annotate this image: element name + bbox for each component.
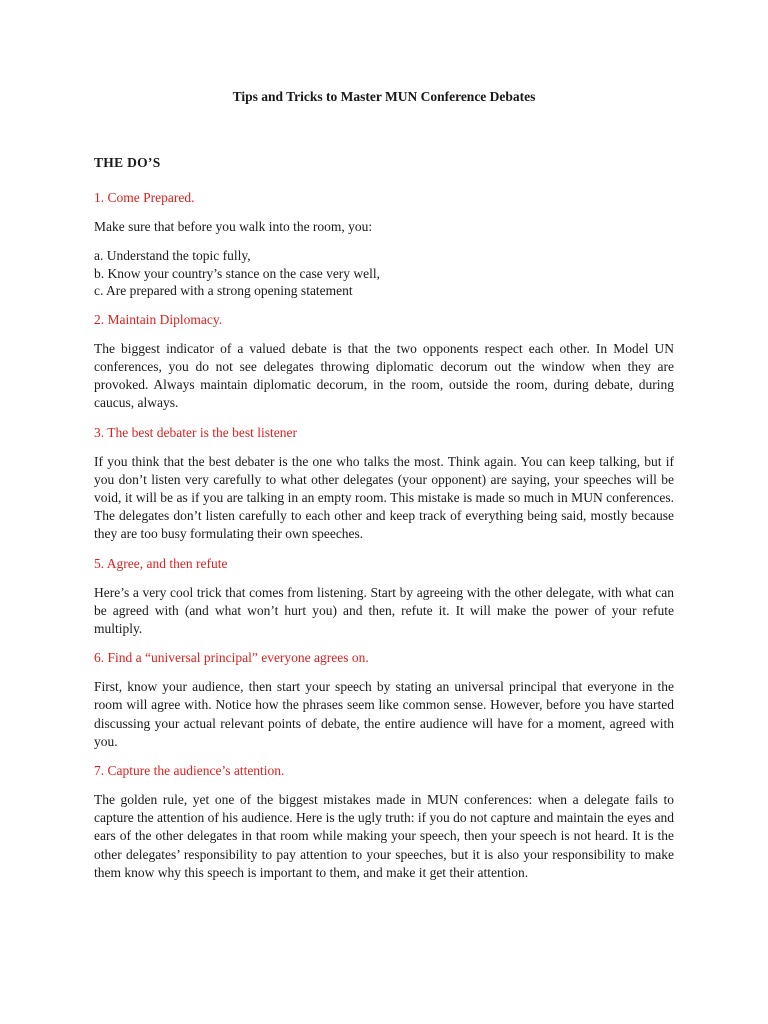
list-item: b. Know your country’s stance on the case very well,: [94, 265, 381, 281]
tip-body-maintain-diplomacy: The biggest indicator of a valued debate is that the two opponents respect each other. In Model UN conferences, you do not see delegates throwing diplomatic decorum out the window when they are provoked. Always maintain diplomatic decorum, in the room, outside the room, during debate, during caucus, always.: [94, 340, 674, 411]
tip-heading-agree-refute: 5. Agree, and then refute: [94, 555, 228, 571]
tip-body-best-listener: If you think that the best debater is the one who talks the most. Think again. You can keep talking, but if you don’t listen very carefully to what other delegates (your opponent) are saying, your speeches will be void, it will be as if you are talking in an empty room. This mistake is made so much in MUN conferences. The delegates don’t listen carefully to each other and keep track of everything being said, mostly because they are too busy formulating their own speeches.: [94, 453, 674, 542]
tip-heading-capture-attention: 7. Capture the audience’s attention.: [94, 762, 285, 778]
document-title: Tips and Tricks to Master MUN Conference Debates: [232, 89, 536, 104]
tip-body-capture-attention: The golden rule, yet one of the biggest mistakes made in MUN conferences: when a delegate fails to capture the attention of his audience. Here is the ugly truth: if you do not capture and maintain the eyes and ears of the other delegates in that room while making your speech, then your speech is not heard. It is the other delegates’ responsibility to pay attention to your speeches, but it is also your responsibility to make them know why this speech is important to them, and make it get their attention.: [94, 791, 674, 880]
tip-heading-come-prepared: 1. Come Prepared.: [94, 190, 195, 205]
document-body: [94, 189, 674, 893]
list-item: c. Are prepared with a strong opening statement: [94, 283, 353, 299]
document-page: [94, 0, 674, 1024]
tip-heading-universal-principal: 6. Find a “universal principal” everyone agrees on.: [94, 650, 369, 666]
tip-body-agree-refute: Here’s a very cool trick that comes from listening. Start by agreeing with the other delegate, with what can be agreed with (and what won’t hurt you) and then, refute it. It will make the power of your refute multiply.: [94, 584, 674, 636]
tip-intro-come-prepared: Make sure that before you walk into the room, you:: [94, 219, 373, 234]
preparation-list: [94, 247, 674, 300]
tip-body-universal-principal: First, know your audience, then start your speech by stating an universal principal that everyone in the room will agree with. Notice how the phrases seem like common sense. However, before you have started discussing your actual relevant points of debate, the entire audience will have for a moment, agreed with you.: [94, 679, 674, 749]
list-item: a. Understand the topic fully,: [94, 248, 251, 264]
section-heading-dos: THE DO’S: [94, 155, 161, 170]
tip-heading-best-listener: 3. The best debater is the best listener: [94, 424, 297, 440]
tip-heading-maintain-diplomacy: 2. Maintain Diplomacy.: [94, 311, 223, 327]
